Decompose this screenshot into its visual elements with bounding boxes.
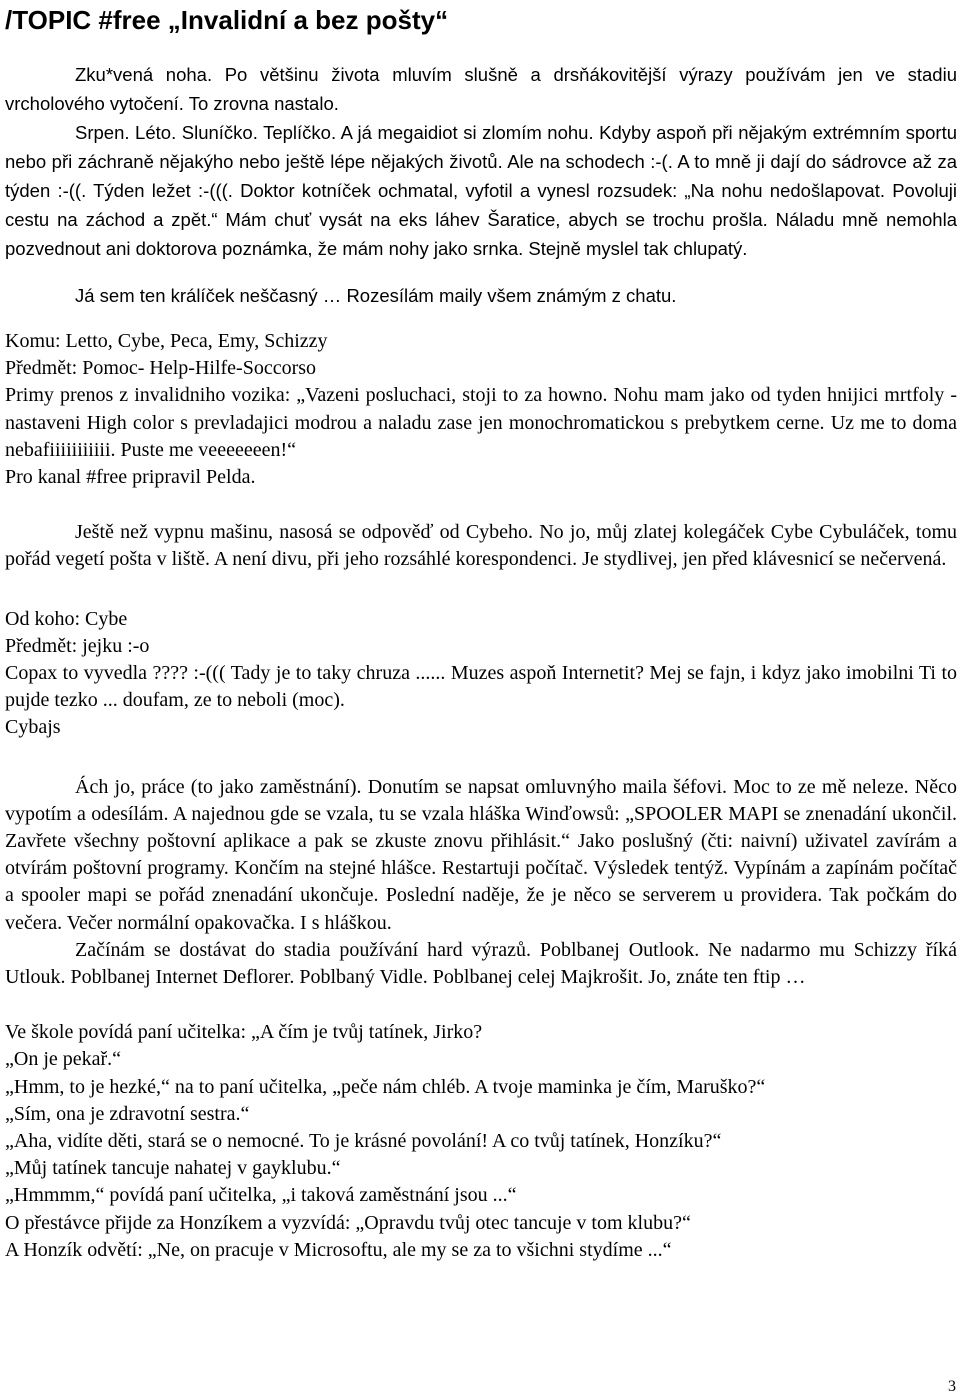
mail-1-footer: Pro kanal #free pripravil Pelda. [5, 466, 256, 489]
mail-2-subject: Předmět: jejku :-o [5, 634, 150, 657]
joke-line: „On je pekař.“ [5, 1048, 122, 1071]
page-title: /TOPIC #free „Invalidní a bez pošty“ [5, 5, 449, 35]
mail-1-subject: Předmět: Pomoc- Help-Hilfe-Soccorso [5, 357, 317, 380]
mail-1-to: Komu: Letto, Cybe, Peca, Emy, Schizzy [5, 330, 328, 352]
mail-1-body: Primy prenos z invalidniho vozika: „Vazeni posluchaci, stoji to za howno. Nohu mam jako od tyden hnijici mrtfoly - nastaveni High color s prevladajici modrou a naladu zase jen monochromatickou s prebytkem cerne. Uz me to doma nebafiiiiiiiiiii. Puste me veeeeeeen!“ [5, 384, 957, 461]
mail-2-signature: Cybajs [5, 716, 61, 739]
joke-line: Ve škole povídá paní učitelka: „A čím je tvůj tatínek, Jirko? [5, 1021, 483, 1044]
joke-line: „Můj tatínek tancuje nahatej v gayklubu.“ [5, 1157, 341, 1180]
intro-paragraph-1: Zku*vená noha. Po většinu života mluvím slušně a drsňákovitější výrazy používám jen ve stadiu vrcholového vytočení. To zrovna nastalo. [5, 64, 957, 114]
joke-line: „Hmmmm,“ povídá paní učitelka, „i taková zaměstnání jsou ...“ [5, 1184, 517, 1207]
work-paragraph-1: Ách jo, práce (to jako zaměstnání). Donutím se napsat omluvnýho maila šéfovi. Moc to ze mě neleze. Něco vypotím a odesílám. A najednou gde se vzala, tu se vzala hláška Winďowsů: „SPOOLER MAPI se znenadání ukončil. Zavřete všechny poštovní aplikace a pak se zkuste znovu přihlásit.“ Jako poslušný (čti: naivní) uživatel zavírám a otvírám poštovní programy. Končím na stejné hlášce. Restartuji počítač. Výsledek tentýž. Vypínám a zapínám počítač a spooler mapi se pořád znenadání ukončuje. Poslední naděje, že je něco se serverem u providera. Tak počkám do večera. Večer normální opakovačka. I s hláškou. [5, 775, 957, 934]
joke-line: „Sím, ona je zdravotní sestra.“ [5, 1102, 250, 1125]
joke-line: A Honzík odvětí: „Ne, on pracuje v Microsoftu, ale my se za to všichni stydíme ...“ [5, 1238, 672, 1261]
mail-2-from: Od koho: Cybe [5, 607, 128, 630]
reply-intro-paragraph: Ještě než vypnu mašinu, nasosá se odpověď od Cybeho. No jo, můj zlatej kolegáček Cybe Cybuláček, tomu pořád vegetí pošta v liště. A není divu, při jeho rozsáhlé korespondenci. Je stydlivej, jen před klávesnicí se nečervená. [5, 521, 957, 571]
joke [5, 1019, 957, 1264]
joke-line: „Hmm, to je hezké,“ na to paní učitelka, „peče nám chléb. A tvoje maminka je čím, Maruško?“ [5, 1075, 766, 1098]
mail-2-body: Copax to vyvedla ???? :-((( Tady je to taky chruza ...... Muzes aspoň Internetit? Mej se fajn, i kdyz jako imobilni Ti to pujde tezko ... doufam, ze to neboli (moc). [5, 662, 957, 712]
document-page [5, 0, 957, 1264]
work-paragraph-2: Začínám se dostávat do stadia používání hard výrazů. Poblbanej Outlook. Ne nadarmo mu Schizzy říká Utlouk. Poblbanej Internet Deflorer. Poblbaný Vidle. Poblbanej celej Majkrošit. Jo, znáte ten ftip … [5, 938, 957, 989]
joke-line: „Aha, vidíte děti, stará se o nemocné. To je krásné povolání! A co tvůj tatínek, Honzíku?“ [5, 1130, 722, 1153]
joke-line: O přestávce přijde za Honzíkem a vyzvídá: „Opravdu tvůj otec tancuje v tom klubu?“ [5, 1211, 691, 1234]
intro-paragraph-3: Já sem ten králíček neščasný … Rozesílám maily všem známým z chatu. [75, 285, 677, 306]
mail-1 [5, 328, 957, 491]
mail-2 [5, 606, 957, 742]
intro-paragraph-2: Srpen. Léto. Sluníčko. Teplíčko. A já megaidiot si zlomím nohu. Kdyby aspoň při nějakým extrémním sportu nebo při záchraně nějakýho nebo ještě lépe nějakých životů. Ale na schodech :-(. A to mně ji dají do sádrovce až za týden :-((. Týden ležet :-(((. Doktor kotníček ochmatal, vyfotil a vynesl rozsudek: „Na nohu nedošlapovat. Povoluji cestu na záchod a zpět.“ Mám chuť vysát na eks láhev Šaratice, abych se trochu prošla. Náladu mně nemohla pozvednout ani doktorova poznámka, že mám nohy jako srnka. Stejně myslel tak chlupatý. [5, 122, 957, 259]
page-number: 3 [948, 1378, 956, 1395]
